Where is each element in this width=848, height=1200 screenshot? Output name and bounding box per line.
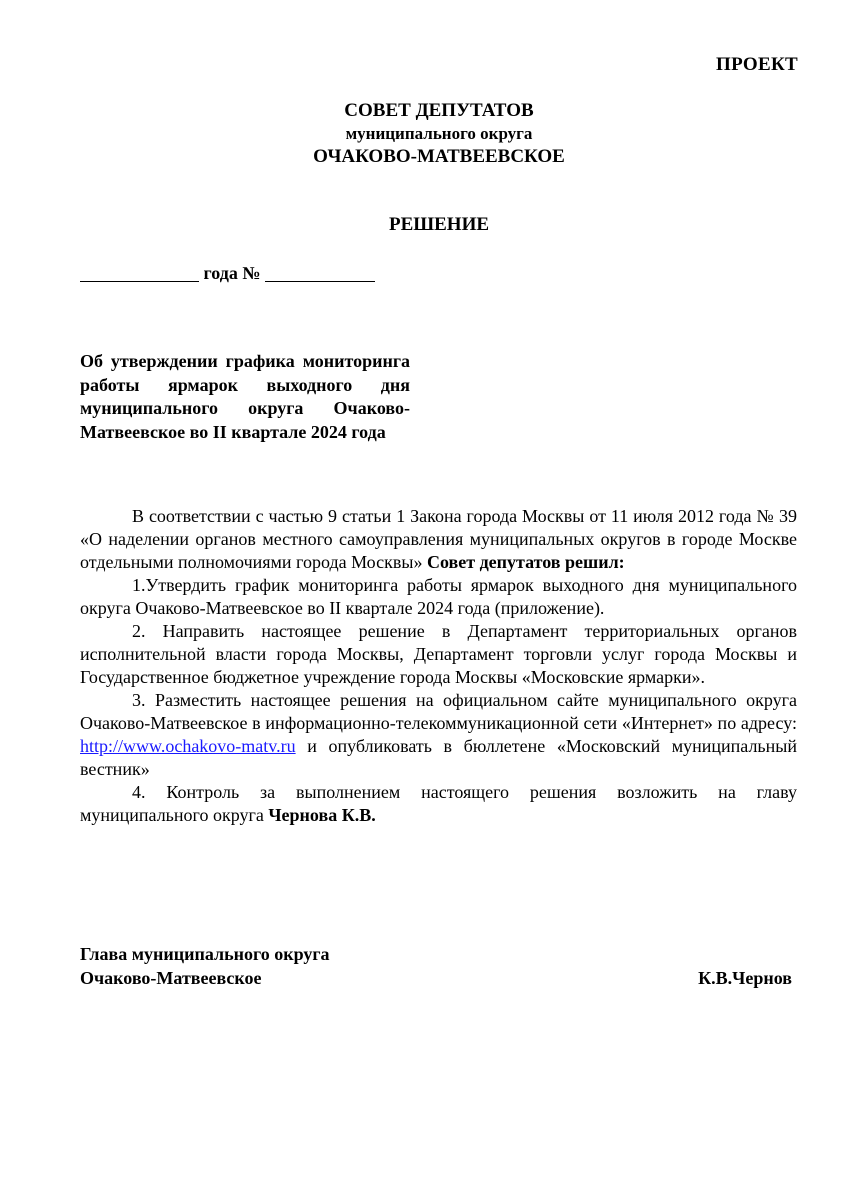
decision-body bbox=[80, 505, 797, 827]
item-4-text: 4. Контроль за выполнением настоящего решения возложить на главу муниципального округа bbox=[80, 782, 797, 825]
preamble-text: В соответствии с частью 9 статьи 1 Закона города Москвы от 11 июля 2012 года № 39 «О наделении органов местного самоуправления муниципальных округов в городе Москве отдельными полномочиями города Москвы» bbox=[80, 506, 797, 572]
item-3 bbox=[80, 689, 797, 781]
number-blank bbox=[265, 263, 375, 282]
council-subtitle: муниципального округа bbox=[345, 124, 533, 143]
item-4-person: Чернова К.В. bbox=[268, 805, 376, 825]
item-1: 1.Утвердить график мониторинга работы ярмарок выходного дня муниципального округа Очаково-Матвеевское во II квартале 2024 года (приложение). bbox=[80, 575, 797, 618]
signatory-name: К.В.Чернов bbox=[698, 968, 792, 988]
date-number-line bbox=[80, 260, 375, 284]
council-title: СОВЕТ ДЕПУТАТОВ bbox=[344, 100, 534, 121]
preamble-resolution: Совет депутатов решил: bbox=[426, 552, 625, 572]
decision-title: РЕШЕНИЕ bbox=[388, 214, 490, 235]
signature-title-line2: Очаково-Матвеевское bbox=[80, 968, 262, 988]
item-2: 2. Направить настоящее решение в Департамент территориальных органов исполнительной власти города Москвы, Департамент торговли услуг города Москвы и Государственное бюджетное учреждение города Москвы «Московские ярмарки». bbox=[80, 621, 797, 687]
item-3-tail: и опубликовать в бюллетене «Московский муниципальный вестник» bbox=[80, 736, 797, 779]
year-number-label: года № bbox=[203, 263, 261, 283]
project-mark: ПРОЕКТ bbox=[716, 54, 798, 75]
item-3-text: 3. Разместить настоящее решения на официальном сайте муниципального округа Очаково-Матвеевское в информационно-телекоммуникационной сети «Интернет» по адресу: bbox=[80, 690, 797, 733]
item-4 bbox=[80, 781, 797, 827]
preamble-paragraph bbox=[80, 505, 797, 574]
district-name: ОЧАКОВО-МАТВЕЕВСКОЕ bbox=[313, 146, 565, 167]
signature-block bbox=[80, 942, 792, 990]
date-blank bbox=[80, 263, 199, 282]
document-header bbox=[0, 100, 848, 168]
website-link[interactable]: http://www.ochakovo-matv.ru bbox=[80, 736, 296, 756]
signature-row bbox=[80, 966, 792, 990]
decision-subject: Об утверждении графика мониторинга работы ярмарок выходного дня муниципального округа Очаково-Матвеевское во II квартале 2024 года bbox=[80, 351, 410, 442]
signature-title-line1: Глава муниципального округа bbox=[80, 944, 330, 964]
